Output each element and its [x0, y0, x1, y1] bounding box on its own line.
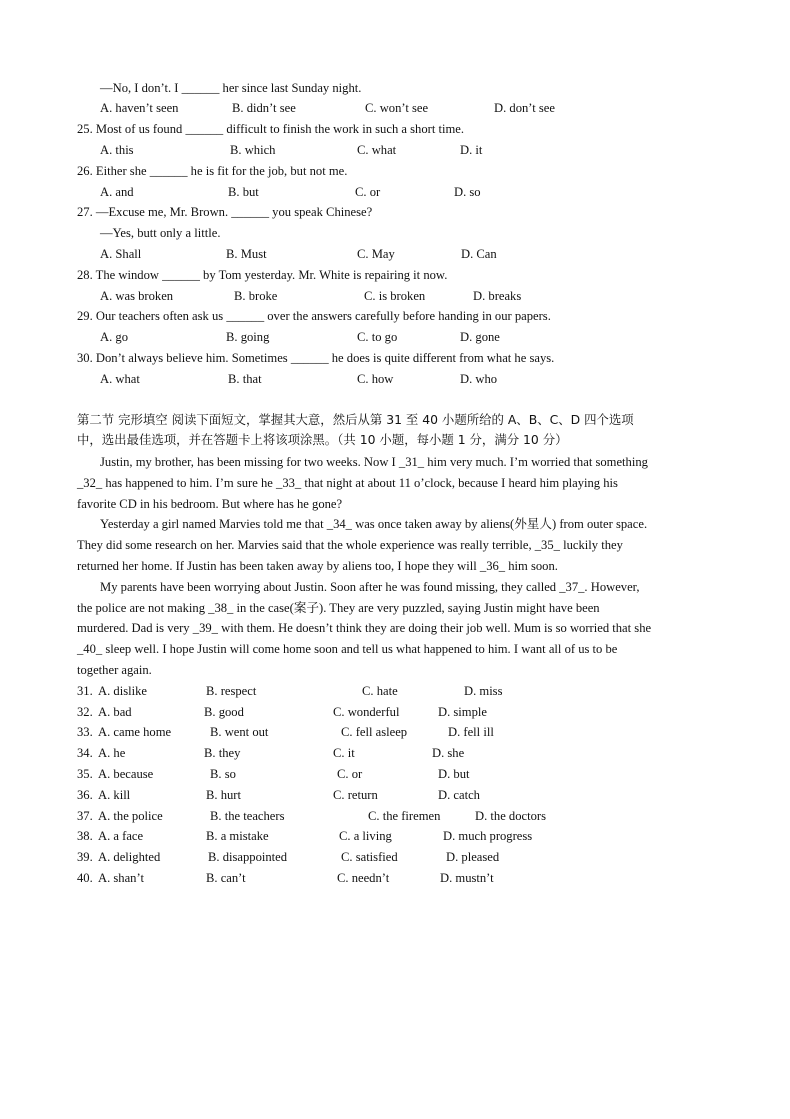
passage-p2-line-2 — [77, 537, 623, 553]
blank-37[interactable]: _37_ — [559, 580, 585, 594]
cloze-36-option-a[interactable]: A. kill — [98, 788, 131, 802]
cloze-31-option-c[interactable]: C. hate — [362, 684, 398, 698]
cloze-36-number: 36. — [77, 788, 93, 802]
passage-text: was once taken away by aliens(外星人) from outer space. — [351, 517, 648, 531]
passage-p3-line-4 — [77, 641, 617, 657]
passage-text: luckily they — [559, 538, 623, 552]
q25-option-d[interactable]: D. it — [460, 143, 483, 157]
q29-option-c[interactable]: C. to go — [357, 330, 398, 344]
blank-31[interactable]: _31_ — [398, 455, 425, 469]
cloze-40-number: 40. — [77, 871, 93, 885]
cloze-40-option-a[interactable]: A. shan’t — [98, 871, 144, 885]
question-26-stem: 26. Either she ______ he is fit for the job, but not me. — [77, 164, 348, 178]
cloze-33-option-d[interactable]: D. fell ill — [448, 725, 494, 739]
passage-text: They did some research on her. Marvies said that the whole experience was really terrible, — [77, 538, 535, 552]
passage-p3-line-3 — [77, 620, 651, 636]
cloze-32-option-c[interactable]: C. wonderful — [333, 705, 400, 719]
cloze-37-option-d[interactable]: D. the doctors — [475, 809, 546, 823]
q28-option-a[interactable]: A. was broken — [100, 289, 174, 303]
question-27-stem: 27. —Excuse me, Mr. Brown. ______ you speak Chinese? — [77, 205, 373, 219]
cloze-37-number: 37. — [77, 809, 93, 823]
q30-option-d[interactable]: D. who — [460, 372, 498, 386]
passage-p1-line-2 — [77, 475, 618, 491]
passage-text: returned her home. If Justin has been taken away by aliens too, I hope they will — [77, 559, 480, 573]
cloze-37-option-b[interactable]: B. the teachers — [210, 809, 285, 823]
cloze-35-option-d[interactable]: D. but — [438, 767, 470, 781]
q30-option-b[interactable]: B. that — [228, 372, 262, 386]
cloze-34-option-b[interactable]: B. they — [204, 746, 241, 760]
passage-p3-line-2 — [77, 600, 600, 616]
passage-text: him soon. — [505, 559, 558, 573]
cloze-36-option-c[interactable]: C. return — [333, 788, 378, 802]
q29-option-b[interactable]: B. going — [226, 330, 270, 344]
passage-text: murdered. Dad is very — [77, 621, 193, 635]
passage-text: Justin, my brother, has been missing for two weeks. Now I — [100, 455, 399, 469]
passage-text: him very much. I’m worried that something — [424, 455, 648, 469]
blank-40[interactable]: _40_ — [77, 642, 103, 656]
q26-option-a[interactable]: A. and — [100, 185, 134, 199]
cloze-32-option-a[interactable]: A. bad — [98, 705, 132, 719]
question-30-stem: 30. Don’t always believe him. Sometimes ______ he does is quite different from what he says. — [77, 351, 555, 365]
q28-option-d[interactable]: D. breaks — [473, 289, 522, 303]
blank-35[interactable]: _35_ — [534, 538, 560, 552]
passage-text: in the case(案子). They are very puzzled, saying Justin might have been — [233, 601, 600, 615]
cloze-38-option-a[interactable]: A. a face — [98, 829, 144, 843]
q25-option-a[interactable]: A. this — [100, 143, 134, 157]
cloze-35-option-a[interactable]: A. because — [98, 767, 154, 781]
q29-option-a[interactable]: A. go — [100, 330, 128, 344]
cloze-33-option-c[interactable]: C. fell asleep — [341, 725, 408, 739]
blank-38[interactable]: _38_ — [208, 601, 234, 615]
cloze-36-option-b[interactable]: B. hurt — [206, 788, 241, 802]
cloze-32-option-d[interactable]: D. simple — [438, 705, 487, 719]
cloze-38-option-b[interactable]: B. a mistake — [206, 829, 269, 843]
passage-p1-line-1 — [100, 454, 648, 470]
passage-p1-line-3: favorite CD in his bedroom. But where has he gone? — [77, 497, 343, 511]
q26-option-b[interactable]: B. but — [228, 185, 259, 199]
passage-p3-line-1 — [100, 579, 640, 595]
cloze-40-option-c[interactable]: C. needn’t — [337, 871, 390, 885]
cloze-34-option-a[interactable]: A. he — [98, 746, 126, 760]
cloze-32-number: 32. — [77, 705, 93, 719]
cloze-33-option-b[interactable]: B. went out — [210, 725, 269, 739]
cloze-31-option-d[interactable]: D. miss — [464, 684, 503, 698]
cloze-39-option-d[interactable]: D. pleased — [446, 850, 500, 864]
cloze-32-option-b[interactable]: B. good — [204, 705, 244, 719]
section-2-heading-line-1: 第二节 完形填空 阅读下面短文，掌握其大意，然后从第 31 至 40 小题所给的 A、B、C、D 四个选项 — [77, 412, 634, 427]
section-2-heading-line-2: 中，选出最佳选项，并在答题卡上将该项涂黑。（共 10 小题，每小题 1 分，满分 10 分） — [77, 432, 568, 447]
q30-option-c[interactable]: C. how — [357, 372, 394, 386]
blank-32[interactable]: _32_ — [77, 476, 103, 490]
q30-option-a[interactable]: A. what — [100, 372, 140, 386]
q24-option-d[interactable]: D. don’t see — [494, 101, 555, 115]
passage-text: the police are not making — [77, 601, 209, 615]
q28-option-b[interactable]: B. broke — [234, 289, 278, 303]
cloze-35-number: 35. — [77, 767, 93, 781]
q29-option-d[interactable]: D. gone — [460, 330, 500, 344]
cloze-33-number: 33. — [77, 725, 93, 739]
cloze-37-option-a[interactable]: A. the police — [98, 809, 163, 823]
cloze-38-option-d[interactable]: D. much progress — [443, 829, 533, 843]
blank-39[interactable]: _39_ — [192, 621, 218, 635]
cloze-35-option-c[interactable]: C. or — [337, 767, 363, 781]
cloze-38-option-c[interactable]: C. a living — [339, 829, 392, 843]
q26-option-c[interactable]: C. or — [355, 185, 381, 199]
q26-option-d[interactable]: D. so — [454, 185, 481, 199]
cloze-39-number: 39. — [77, 850, 93, 864]
passage-text: . However, — [584, 580, 640, 594]
cloze-40-option-b[interactable]: B. can’t — [206, 871, 246, 885]
blank-33[interactable]: _33_ — [276, 476, 302, 490]
passage-text: with them. He doesn’t think they are doing their job well. Mum is so worried that she — [217, 621, 652, 635]
q27-option-d[interactable]: D. Can — [461, 247, 497, 261]
question-24-reply: —No, I don’t. I ______ her since last Sunday night. — [100, 81, 362, 95]
cloze-31-option-b[interactable]: B. respect — [206, 684, 257, 698]
passage-p3-line-5: together again. — [77, 663, 152, 677]
question-28-stem: 28. The window ______ by Tom yesterday. Mr. White is repairing it now. — [77, 268, 448, 282]
passage-text: Yesterday a girl named Marvies told me that — [100, 517, 327, 531]
passage-text: sleep well. I hope Justin will come home soon and tell us what happened to him. I want all of us to be — [102, 642, 618, 656]
q24-option-c[interactable]: C. won’t see — [365, 101, 429, 115]
passage-p2-line-1 — [100, 516, 647, 532]
question-27-reply: —Yes, butt only a little. — [100, 226, 221, 240]
passage-text: that night at about 11 o’clock, because I heard him playing his — [301, 476, 618, 490]
passage-text: has happened to him. I’m sure he — [102, 476, 277, 490]
q24-option-a[interactable]: A. haven’t seen — [100, 101, 179, 115]
passage-text: My parents have been worrying about Justin. Soon after he was found missing, they called — [100, 580, 560, 594]
question-25-stem: 25. Most of us found ______ difficult to finish the work in such a short time. — [77, 122, 464, 136]
blank-36[interactable]: _36_ — [479, 559, 506, 573]
q27-option-a[interactable]: A. Shall — [100, 247, 142, 261]
cloze-34-option-d[interactable]: D. she — [432, 746, 465, 760]
cloze-31-option-a[interactable]: A. dislike — [98, 684, 147, 698]
q25-option-c[interactable]: C. what — [357, 143, 397, 157]
cloze-40-option-d[interactable]: D. mustn’t — [440, 871, 494, 885]
cloze-38-number: 38. — [77, 829, 93, 843]
cloze-39-option-c[interactable]: C. satisfied — [341, 850, 398, 864]
cloze-36-option-d[interactable]: D. catch — [438, 788, 480, 802]
blank-34[interactable]: _34_ — [326, 517, 352, 531]
q27-option-c[interactable]: C. May — [357, 247, 395, 261]
q24-option-b[interactable]: B. didn’t see — [232, 101, 296, 115]
passage-p2-line-3 — [77, 558, 558, 574]
q27-option-b[interactable]: B. Must — [226, 247, 267, 261]
cloze-35-option-b[interactable]: B. so — [210, 767, 236, 781]
cloze-37-option-c[interactable]: C. the firemen — [368, 809, 441, 823]
q25-option-b[interactable]: B. which — [230, 143, 276, 157]
cloze-34-option-c[interactable]: C. it — [333, 746, 355, 760]
cloze-31-number: 31. — [77, 684, 93, 698]
question-29-stem: 29. Our teachers often ask us ______ over the answers carefully before handing in our papers. — [77, 309, 551, 323]
cloze-39-option-b[interactable]: B. disappointed — [208, 850, 288, 864]
cloze-34-number: 34. — [77, 746, 93, 760]
q28-option-c[interactable]: C. is broken — [364, 289, 426, 303]
cloze-39-option-a[interactable]: A. delighted — [98, 850, 161, 864]
cloze-33-option-a[interactable]: A. came home — [98, 725, 172, 739]
